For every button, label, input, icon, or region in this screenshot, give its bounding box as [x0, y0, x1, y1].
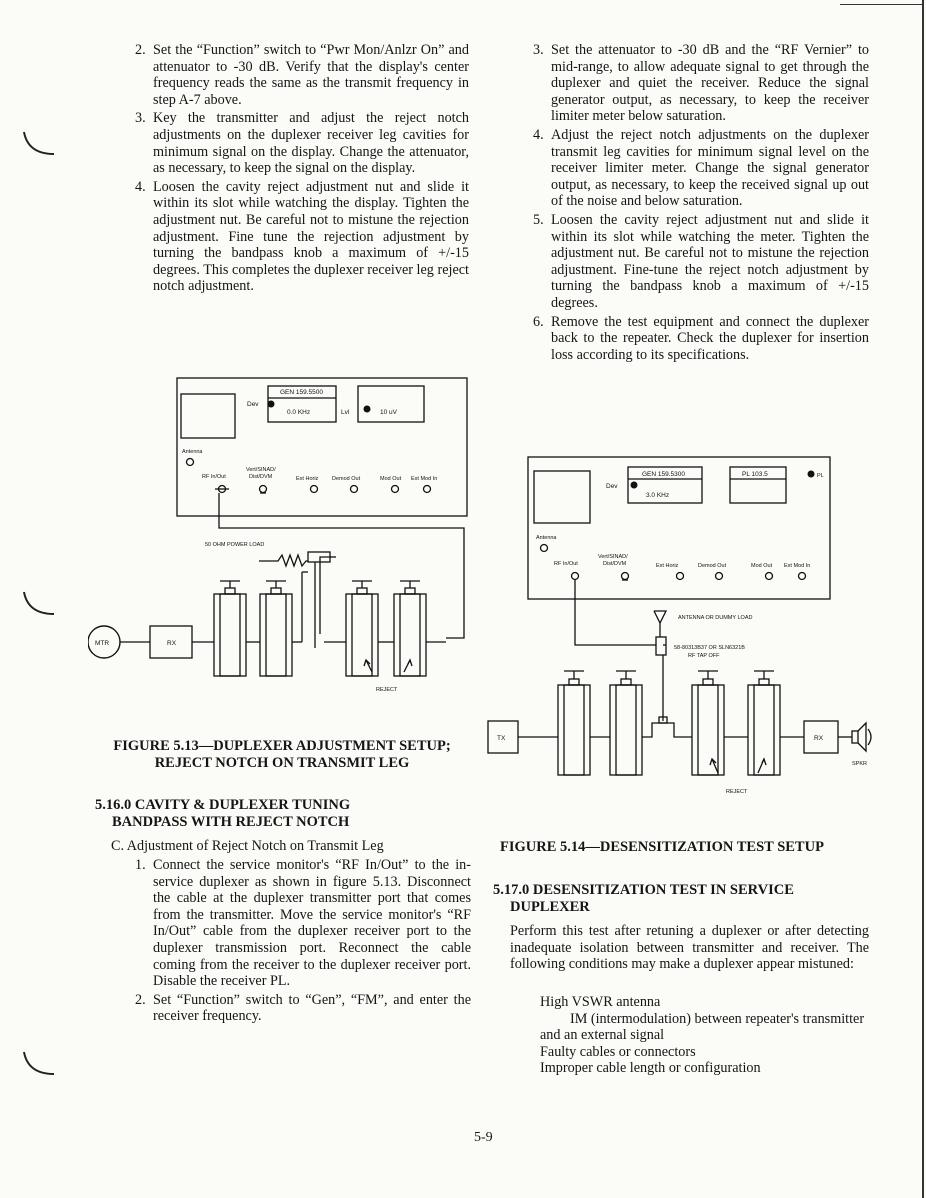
figure-5-13-caption: FIGURE 5.13—DUPLEXER ADJUSTMENT SETUP; REJECT NOTCH ON TRANSMIT LEG: [113, 738, 451, 771]
figure-5-14-diagram: [486, 455, 886, 795]
fig14-gen-readout: GEN 159.5300: [642, 471, 686, 478]
list-item: 3. Set the attenuator to -30 dB and the “RF Vernier” to mid-range, to allow adequate signal to get through the duplexer and quiet the receiver. Reduce the signal generator output, as necessary, to keep the receiver limiter meter below saturation.: [533, 42, 869, 125]
top-edge-rule: [840, 4, 924, 5]
fig14-port-mod-out: Mod Out: [751, 563, 773, 569]
fig13-rx-label: RX: [167, 640, 177, 647]
list-item: 2. Set the “Function” switch to “Pwr Mon/Anlzr On” and attenuator to -30 dB. Verify that the display's center frequency reads the same as the transmit frequency in step A-7 above.: [135, 42, 469, 108]
level-readout-box: [358, 386, 424, 422]
fig13-port-demod: Demod Out: [332, 476, 361, 482]
fig14-rx-label: RX: [814, 735, 824, 742]
left-steps-top: [135, 42, 469, 297]
list-item: IM (intermodulation) between repeater's transmitter and an external signal: [540, 1010, 865, 1044]
right-edge-rule: [922, 0, 924, 1198]
fig14-port-dist: Dist/DVM: [603, 561, 627, 567]
list-item: 4. Loosen the cavity reject adjustment nut and slide it within its slot while watching the display. Tighten the adjustment nut. Be careful not to mistune the rejection adjustment. Fine tune the rejection adjustment by turning the bandpass knob a maximum of +/-15 degrees. This completes the duplexer receiver leg reject notch adjustment.: [135, 178, 469, 295]
list-item: 2. Set “Function” switch to “Gen”, “FM”, and enter the receiver frequency.: [135, 991, 471, 1025]
list-item: 4. Adjust the reject notch adjustments on the duplexer transmit leg cavities for minimum signal level on the receiver limiter meter. Change the signal generator output, as necessary, to keep the received signal up out of the noise and below saturation.: [533, 126, 869, 210]
fig14-dev-label: Dev: [606, 483, 618, 490]
page-number: 5-9: [474, 1130, 493, 1145]
fig14-dev-value: 3.0 KHz: [646, 492, 670, 499]
fig13-port-rf: RF In/Out: [202, 474, 226, 480]
left-steps-bottom: [135, 857, 471, 1027]
figure-5-13-diagram: [88, 376, 478, 696]
fig14-antenna-load-label: ANTENNA OR DUMMY LOAD: [678, 615, 753, 621]
binder-mark-top: [20, 130, 60, 160]
list-item: 6. Remove the test equipment and connect the duplexer back to the repeater. Check the duplexer for insertion loss according to its specifications.: [533, 313, 869, 363]
monitor-display: [181, 394, 235, 438]
fig14-pl-label: PL: [817, 473, 824, 479]
fig14-port-ext-horiz: Ext Horiz: [656, 563, 679, 569]
list-item: 1. Connect the service monitor's “RF In/Out” to the in-service duplexer as shown in figure 5.13. Disconnect the cable at the duplexer transmitter port that comes from the transmitter. Move the service monitor's “RF In/Out” cable from the duplexer receiver port to the duplexer transmission port. Reconnect the cable coming from the receiver to the duplexer receiver port. Disable the receiver PL.: [135, 857, 471, 990]
fig13-reject-label: REJECT: [376, 687, 398, 693]
fig14-spkr-label: SPKR: [852, 761, 867, 767]
fig13-lvl-label: Lvl: [341, 409, 350, 416]
fig14-port-demod: Demod Out: [698, 563, 727, 569]
service-monitor-panel: [528, 457, 830, 599]
section-paragraph: Perform this test after retuning a duplexer or after detecting inadequate isolation between transmitter and receiver. The following conditions may make a duplexer appear mistuned:: [510, 923, 869, 973]
section-heading-5-16: 5.16.0 CAVITY & DUPLEXER TUNING BANDPASS WITH REJECT NOTCH: [95, 797, 351, 830]
list-item: Faulty cables or connectors: [540, 1043, 696, 1060]
fig14-port-vert: Vert/SINAD/: [598, 554, 628, 560]
fig13-port-ext-horiz: Ext Horiz: [296, 476, 319, 482]
sub-heading-c: C. Adjustment of Reject Notch on Transmit Leg: [111, 838, 384, 854]
figure-5-14-caption: FIGURE 5.14—DESENSITIZATION TEST SETUP: [500, 839, 824, 855]
section-heading-5-17: 5.17.0 DESENSITIZATION TEST IN SERVICE DUPLEXER: [493, 882, 794, 915]
list-item: Improper cable length or configuration: [540, 1060, 761, 1077]
fig13-port-dist: Dist/DVM: [249, 474, 273, 480]
fig13-dev-label: Dev: [247, 401, 259, 408]
fig14-tx-label: TX: [497, 735, 506, 742]
lvl-indicator: [364, 406, 371, 413]
fig14-port-ext-mod: Ext Mod In: [784, 563, 811, 569]
fig13-lvl-value: 10 uV: [380, 409, 397, 416]
conditions-list: [510, 994, 869, 1077]
list-item: 3. Key the transmitter and adjust the reject notch adjustments on the duplexer receiver leg cavities for minimum signal on the display. Change the attenuator, as necessary, to keep the signal on the display.: [135, 110, 469, 177]
fig13-port-vert: Vert/SINAD/: [246, 467, 276, 473]
fig14-reject-label: REJECT: [726, 789, 748, 795]
fig14-antenna-label: Antenna: [536, 535, 557, 541]
fig13-port-ext-mod: Ext Mod In: [411, 476, 438, 482]
binder-mark-bottom: [20, 1050, 60, 1080]
fig14-pl-readout: PL 103.5: [742, 471, 768, 478]
list-item: High VSWR antenna: [540, 994, 661, 1010]
dev-indicator: [631, 482, 638, 489]
binder-mark-middle: [20, 590, 60, 620]
fig13-port-mod-out: Mod Out: [380, 476, 402, 482]
list-item: 5. Loosen the cavity reject adjustment nut and slide it within its slot while watching the meter. Tighten the adjustment nut. Be careful not to mistune the rejection adjustment. Fine-tune the reject notch adjustment by turning the bandpass knob a maximum of +/-15 degrees.: [533, 211, 869, 311]
fig13-load-label: 50 OHM POWER LOAD: [205, 542, 265, 548]
fig14-port-rf: RF In/Out: [554, 561, 578, 567]
fig14-tap-part-2: RF TAP OFF: [688, 653, 720, 659]
fig13-antenna-label: Antenna: [182, 449, 203, 455]
pl-indicator: [808, 471, 815, 478]
dev-indicator: [268, 401, 275, 408]
monitor-display: [534, 471, 590, 523]
fig14-tap-part-1: 58-80313B37 OR SLN6321B: [674, 645, 745, 651]
right-steps: [533, 42, 869, 365]
fig13-gen-readout: GEN 159.5500: [280, 389, 324, 396]
fig13-mtr-label: MTR: [95, 640, 110, 647]
fig13-dev-value: 0.0 KHz: [287, 409, 311, 416]
